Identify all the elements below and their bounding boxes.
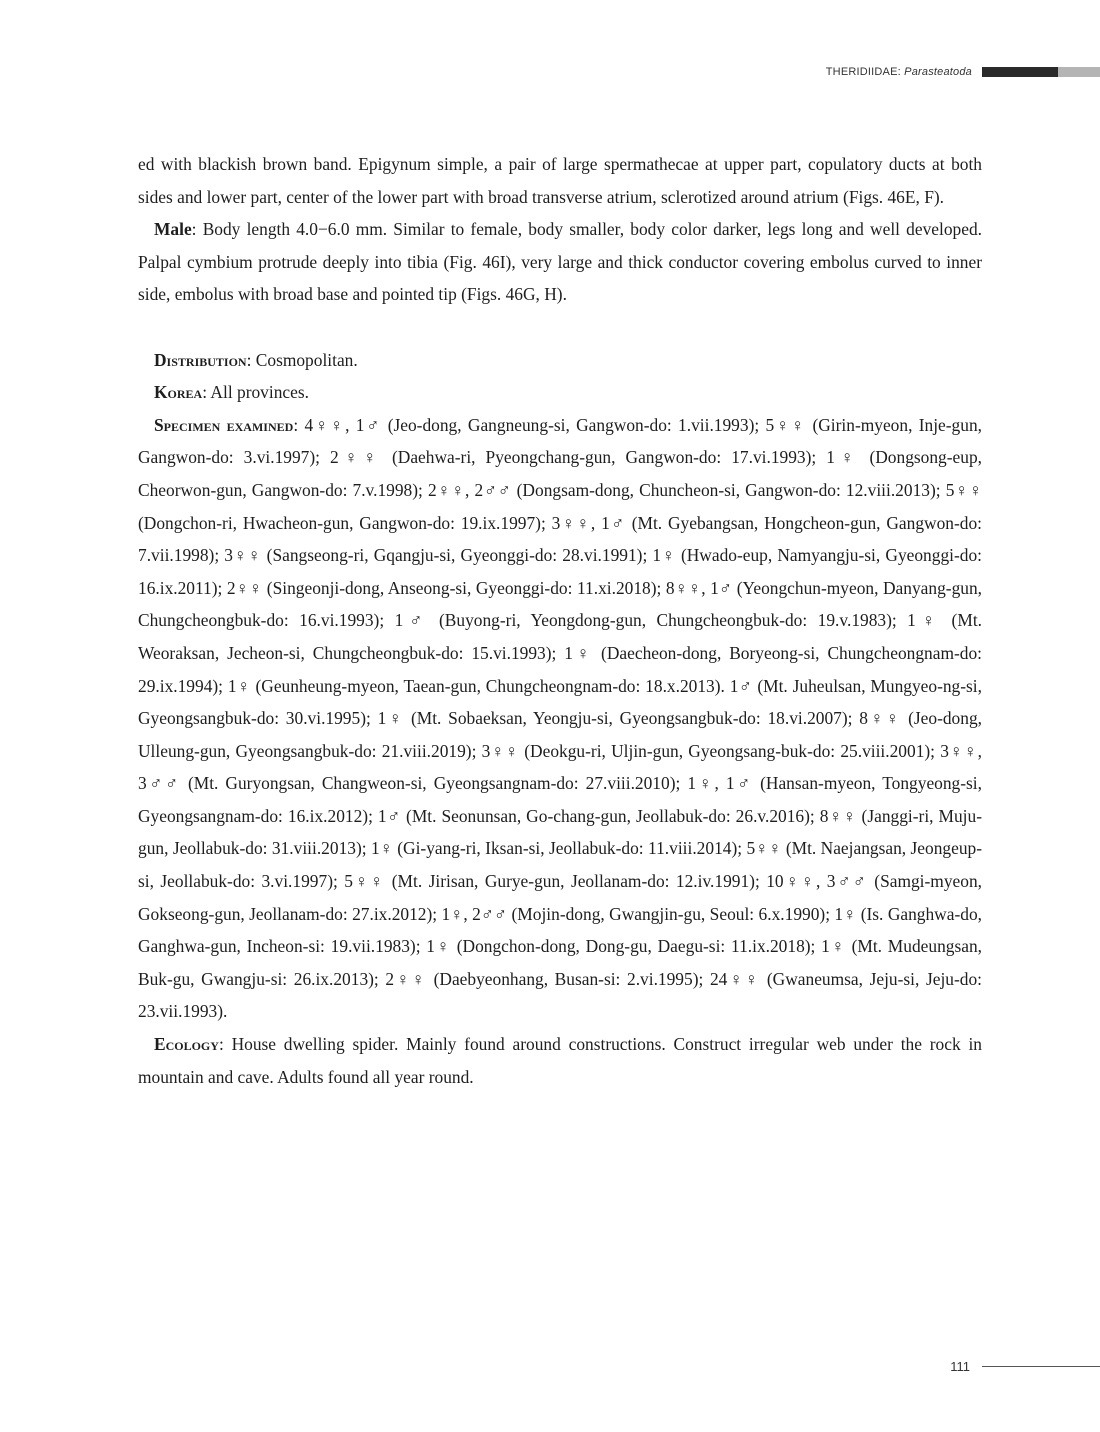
korea-text: : All provinces. bbox=[202, 382, 309, 403]
korea-label: Korea bbox=[154, 382, 203, 403]
male-text: : Body length 4.0−6.0 mm. Similar to female, body smaller, body color darker, legs long and well developed. Palpal cymbium protrude deeply into tibia (Fig. 46I), very large and thick conductor covering embolus curved to inner side, embolus with broad base and pointed tip (Figs. 46G, H). bbox=[138, 219, 982, 305]
distribution-text: : Cosmopolitan. bbox=[246, 349, 358, 370]
header-family: THERIDIIDAE: bbox=[825, 66, 901, 78]
ecology-paragraph bbox=[138, 1028, 982, 1093]
male-paragraph bbox=[138, 213, 982, 311]
distribution-paragraph bbox=[138, 344, 982, 377]
distribution-label: Distribution bbox=[154, 349, 247, 370]
ecology-label: Ecology bbox=[154, 1034, 219, 1055]
running-header-text bbox=[826, 66, 972, 78]
running-header bbox=[826, 66, 1100, 78]
specimen-label: Specimen examined bbox=[154, 414, 294, 435]
footer-rule bbox=[982, 1366, 1100, 1367]
page-number: 111 bbox=[950, 1359, 970, 1374]
specimen-text: : 4♀♀, 1♂ (Jeo-dong, Gangneung-si, Gangwon-do: 1.vii.1993); 5♀♀ (Girin-myeon, Inje-gun, Gangwon-do: 3.vi.1997); 2♀♀ (Daehwa-ri, Pyeongchang-gun, Gangwon-do: 17.vi.1993); 1♀ (Dongsong-eup, Cheorwon-gun, Gangwon-do: 7.v.1998); 2♀♀, 2♂♂ (Dongsam-dong, Chuncheon-si, Gangwon-do: 12.viii.2013); 5♀♀ (Dongchon-ri, Hwacheon-gun, Gangwon-do: 19.ix.1997); 3♀♀, 1♂ (Mt. Gyebangsan, Hongcheon-gun, Gangwon-do: 7.vii.1998); 3♀♀ (Sangseong-ri, Gqangju-si, Gyeonggi-do: 28.vi.1991); 1♀ (Hwado-eup, Namyangju-si, Gyeonggi-do: 16.ix.2011); 2♀♀ (Singeonji-dong, Anseong-si, Gyeonggi-do: 11.xi.2018); 8♀♀, 1♂ (Yeongchun-myeon, Danyang-gun, Chungcheongbuk-do: 16.vi.1993); 1♂ (Buyong-ri, Yeongdong-gun, Chungcheongbuk-do: 19.v.1983); 1♀ (Mt. Weoraksan, Jecheon-si, Chungcheongbuk-do: 15.vi.1993); 1♀ (Daecheon-dong, Boryeong-si, Chungcheongnam-do: 29.ix.1994); 1♀ (Geunheung-myeon, Taean-gun, Chungcheongnam-do: 18.x.2013). 1♂ (Mt. Juheulsan, Mungyeo-ng-si, Gyeongsangbuk-do: 30.vi.1995); 1♀ (Mt. Sobaeksan, Yeongju-si, Gyeongsangbuk-do: 18.vi.2007); 8♀♀ (Jeo-dong, Ulleung-gun, Gyeongsangbuk-do: 21.viii.2019); 3♀♀ (Deokgu-ri, Uljin-gun, Gyeongsang-buk-do: 25.viii.2001); 3♀♀, 3♂♂ (Mt. Guryongsan, Changweon-si, Gyeongsangnam-do: 27.viii.2010); 1♀, 1♂ (Hansan-myeon, Tongyeong-si, Gyeongsangnam-do: 16.ix.2012); 1♂ (Mt. Seonunsan, Go-chang-gun, Jeollabuk-do: 26.v.2016); 8♀♀ (Janggi-ri, Muju-gun, Jeollabuk-do: 31.viii.2013); 1♀ (Gi-yang-ri, Iksan-si, Jeollabuk-do: 11.viii.2014); 5♀♀ (Mt. Naejangsan, Jeongeup-si, Jeollabuk-do: 3.vi.1997); 5♀♀ (Mt. Jirisan, Gurye-gun, Jeollanam-do: 12.iv.1991); 10♀♀, 3♂♂ (Samgi-myeon, Gokseong-gun, Jeollanam-do: 27.ix.2012); 1♀, 2♂♂ (Mojin-dong, Gwangjin-gu, Seoul: 6.x.1990); 1♀ (Is. Ganghwa-do, Ganghwa-gun, Incheon-si: 19.vii.1983); 1♀ (Dongchon-dong, Dong-gu, Daegu-si: 11.ix.2018); 1♀ (Mt. Mudeungsan, Buk-gu, Gwangju-si: 26.ix.2013); 2♀♀ (Daebyeonhang, Busan-si: 2.vi.1995); 24♀♀ (Gwaneumsa, Jeju-si, Jeju-do: 23.vii.1993). bbox=[138, 414, 982, 1022]
specimen-paragraph bbox=[138, 409, 982, 1028]
korea-paragraph bbox=[138, 376, 982, 409]
page-footer bbox=[950, 1359, 1100, 1374]
header-genus: Parasteatoda bbox=[904, 66, 972, 78]
header-bar-light bbox=[1058, 67, 1100, 77]
male-label: Male bbox=[154, 219, 192, 240]
female-description-continued: ed with blackish brown band. Epigynum simple, a pair of large spermathecae at upper part, copulatory ducts at both sides and lower part, center of the lower part with broad transverse atrium, sclerotized around atrium (Figs. 46E, F). bbox=[138, 154, 982, 207]
main-text bbox=[138, 148, 982, 1093]
ecology-text: : House dwelling spider. Mainly found around constructions. Construct irregular web under the rock in mountain and cave. Adults found all year round. bbox=[138, 1034, 982, 1087]
header-bar-dark bbox=[982, 67, 1058, 77]
section-gap bbox=[138, 311, 982, 344]
